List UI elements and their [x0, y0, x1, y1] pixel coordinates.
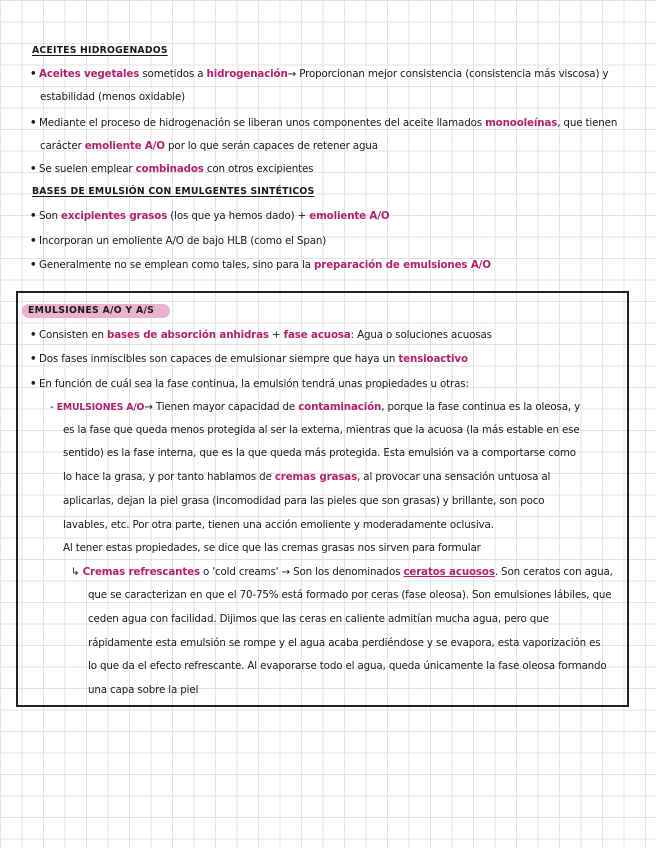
bullet-aceites-vegetales: • Aceites vegetales sometidos a hidrogenación→ Proporcionan mejor consistencia (consistencia más viscosa) y [30, 68, 609, 80]
bullet-fases-inmiscibles: • Dos fases inmiscibles son capaces de emulsionar siempre que haya un tensioactivo [30, 353, 468, 365]
heading-bases-emulsion: BASES DE EMULSIÓN CON EMULGENTES SINTÉTICOS [32, 186, 315, 197]
sub-line-6: lavables, etc. Por otra parte, tienen una acción emoliente y moderadamente oclusiva. [63, 519, 494, 531]
subsub-line-3: ceden agua con facilidad. Dijimos que las ceras en caliente admitían mucha agua, pero que [88, 613, 549, 625]
bullet-combinados: • Se suelen emplear combinados con otros excipientes [30, 163, 314, 175]
bullet-aceites-vegetales-cont: estabilidad (menos oxidable) [40, 91, 185, 103]
box-title [22, 303, 170, 318]
bullet-dot: • [30, 210, 37, 222]
subsub-line-2: que se caracterizan en que el 70-75% está formado por ceras (fase oleosa). Son emulsiones lábiles, que [88, 589, 612, 601]
bullet-dot: • [30, 163, 37, 175]
subsub-line-5: lo que da el efecto refrescante. Al evaporarse todo el agua, queda únicamente la fase oleosa formando [88, 660, 607, 672]
title-highlight: EMULSIONES A/O Y A/S [22, 304, 170, 318]
sub-line-2: es la fase que queda menos protegida al ser la externa, mientras que la acuosa (la más estable en ese [63, 424, 580, 436]
bullet-dot: • [30, 329, 37, 341]
bullet-dot: • [30, 235, 37, 247]
bullet-fase-continua: • En función de cuál sea la fase continua, la emulsión tendrá unas propiedades u otras: [30, 378, 469, 390]
subsub-cremas-refrescantes: ↳ Cremas refrescantes o 'cold creams' → Son los denominados ceratos acuosos. Son ceratos con agua, [71, 566, 613, 578]
bullet-dot: • [30, 68, 37, 80]
sub-line-7: Al tener estas propiedades, se dice que las cremas grasas nos sirven para formular [63, 542, 481, 554]
subsub-line-6: una capa sobre la piel [88, 684, 199, 696]
sub-line-5: aplicarlas, dejan la piel grasa (incomodidad para las pieles que son grasas) y brillante, son poco [63, 495, 545, 507]
sub-emulsiones-ao: - EMULSIONES A/O→ Tienen mayor capacidad de contaminación, porque la fase continua es la oleosa, y [50, 401, 581, 413]
label-emulsiones-ao: EMULSIONES A/O [56, 402, 145, 413]
bullet-dot: • [30, 117, 37, 129]
bullet-excipientes-grasos: • Son excipientes grasos (los que ya hemos dado) + emoliente A/O [30, 210, 390, 222]
sub-line-3: sentido) es la fase interna, que es la que queda más protegida. Esta emulsión va a comportarse como [63, 447, 576, 459]
sub-line-4: lo hace la grasa, y por tanto hablamos de cremas grasas, al provocar una sensación untuosa al [63, 471, 551, 483]
arrow-marker: ↳ [71, 566, 80, 578]
heading-aceites-hidrogenados: ACEITES HIDROGENADOS [32, 45, 168, 56]
bullet-dot: • [30, 353, 37, 365]
dash-marker: - [50, 401, 54, 413]
bullet-dot: • [30, 378, 37, 390]
bullet-dot: • [30, 259, 37, 271]
bullet-bases-absorcion: • Consisten en bases de absorción anhidras + fase acuosa: Agua o soluciones acuosas [30, 329, 492, 341]
bullet-preparacion-emulsiones: • Generalmente no se emplean como tales, sino para la preparación de emulsiones A/O [30, 259, 491, 271]
subsub-line-4: rápidamente esta emulsión se rompe y el agua acaba perdiéndose y se evapora, esta vaporización es [88, 637, 601, 649]
bullet-monooleinas-cont: carácter emoliente A/O por lo que serán capaces de retener agua [40, 140, 378, 152]
bullet-monooleinas: • Mediante el proceso de hidrogenación se liberan unos componentes del aceite llamados monooleínas, que tienen [30, 117, 618, 129]
bullet-incorporan-emoliente: • Incorporan un emoliente A/O de bajo HLB (como el Span) [30, 235, 327, 247]
